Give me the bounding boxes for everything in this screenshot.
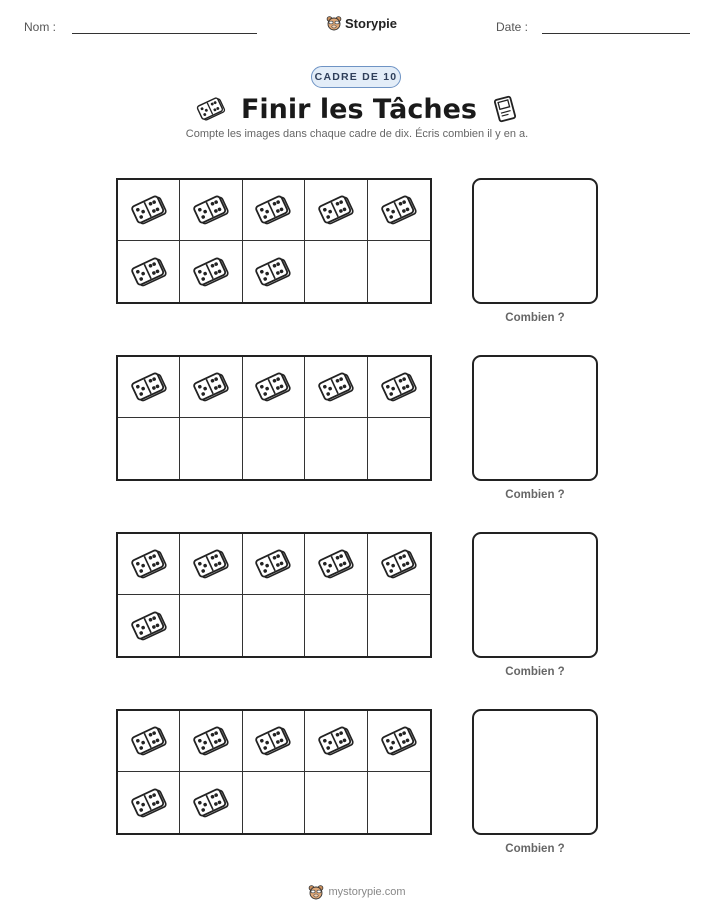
ten-frame	[116, 709, 432, 835]
frame-cell	[243, 418, 305, 479]
domino-icon	[379, 190, 419, 230]
domino-icon	[253, 544, 293, 584]
frame-cell	[118, 772, 180, 833]
domino-icon	[191, 252, 231, 292]
domino-icon	[191, 190, 231, 230]
frame-cell	[305, 418, 367, 479]
ten-frame	[116, 355, 432, 481]
frame-cell	[305, 711, 367, 772]
date-line[interactable]	[542, 33, 690, 34]
frame-cell	[368, 534, 430, 595]
domino-icon	[129, 721, 169, 761]
domino-icon	[191, 721, 231, 761]
footer-url: mystorypie.com	[328, 886, 406, 898]
frame-cell	[243, 180, 305, 241]
frame-cell	[243, 595, 305, 656]
frame-cell	[368, 357, 430, 418]
frame-cell	[243, 241, 305, 302]
answer-box[interactable]	[472, 355, 598, 481]
page-title: Finir les Tâches	[240, 93, 477, 125]
domino-icon	[253, 367, 293, 407]
domino-icon	[129, 544, 169, 584]
category-badge: CADRE DE 10	[311, 66, 401, 88]
domino-icon	[129, 190, 169, 230]
frame-cell	[305, 241, 367, 302]
domino-icon	[253, 721, 293, 761]
domino-icon	[379, 721, 419, 761]
domino-icon	[129, 783, 169, 823]
frame-cell	[368, 241, 430, 302]
pencil-box-icon	[491, 94, 519, 124]
frame-cell	[305, 357, 367, 418]
frame-cell	[305, 534, 367, 595]
domino-icon	[316, 544, 356, 584]
answer-box[interactable]	[472, 532, 598, 658]
domino-icon	[191, 544, 231, 584]
domino-icon	[379, 367, 419, 407]
date-label: Date :	[496, 20, 529, 34]
domino-icon	[316, 190, 356, 230]
frame-cell	[243, 534, 305, 595]
answer-label: Combien ?	[505, 489, 565, 501]
frame-cell	[368, 711, 430, 772]
domino-icon	[195, 93, 227, 125]
answer-label: Combien ?	[505, 666, 565, 678]
ten-frame	[116, 178, 432, 304]
domino-icon	[129, 606, 169, 646]
domino-icon	[191, 367, 231, 407]
frame-cell	[243, 357, 305, 418]
footer	[0, 884, 714, 900]
domino-icon	[129, 367, 169, 407]
domino-icon	[316, 367, 356, 407]
domino-icon	[316, 721, 356, 761]
frame-cell	[180, 595, 242, 656]
domino-icon	[379, 544, 419, 584]
domino-icon	[191, 783, 231, 823]
frame-cell	[118, 357, 180, 418]
bear-mascot-icon	[326, 15, 342, 31]
frame-cell	[368, 180, 430, 241]
frame-cell	[180, 772, 242, 833]
domino-icon	[253, 252, 293, 292]
frame-cell	[243, 772, 305, 833]
frame-cell	[368, 418, 430, 479]
frame-cell	[305, 772, 367, 833]
frame-cell	[305, 180, 367, 241]
brand-logo	[326, 13, 397, 33]
frame-cell	[118, 180, 180, 241]
frame-cell	[180, 534, 242, 595]
ten-frame	[116, 532, 432, 658]
frame-cell	[118, 711, 180, 772]
frame-cell	[118, 241, 180, 302]
frame-cell	[118, 595, 180, 656]
answer-label: Combien ?	[505, 843, 565, 855]
title-row	[0, 90, 714, 128]
answer-box[interactable]	[472, 178, 598, 304]
frame-cell	[180, 711, 242, 772]
frame-cell	[305, 595, 367, 656]
instructions: Compte les images dans chaque cadre de dix. Écris combien il y en a.	[185, 128, 529, 140]
frame-cell	[180, 180, 242, 241]
bear-mascot-icon	[308, 884, 324, 900]
frame-cell	[368, 595, 430, 656]
frame-cell	[118, 534, 180, 595]
name-label: Nom :	[24, 20, 57, 34]
frame-cell	[243, 711, 305, 772]
answer-label: Combien ?	[505, 312, 565, 324]
frame-cell	[368, 772, 430, 833]
domino-icon	[129, 252, 169, 292]
frame-cell	[180, 418, 242, 479]
answer-box[interactable]	[472, 709, 598, 835]
frame-cell	[180, 241, 242, 302]
frame-cell	[118, 418, 180, 479]
domino-icon	[253, 190, 293, 230]
frame-cell	[180, 357, 242, 418]
name-line[interactable]	[72, 33, 257, 34]
brand-name: Storypie	[345, 15, 398, 31]
